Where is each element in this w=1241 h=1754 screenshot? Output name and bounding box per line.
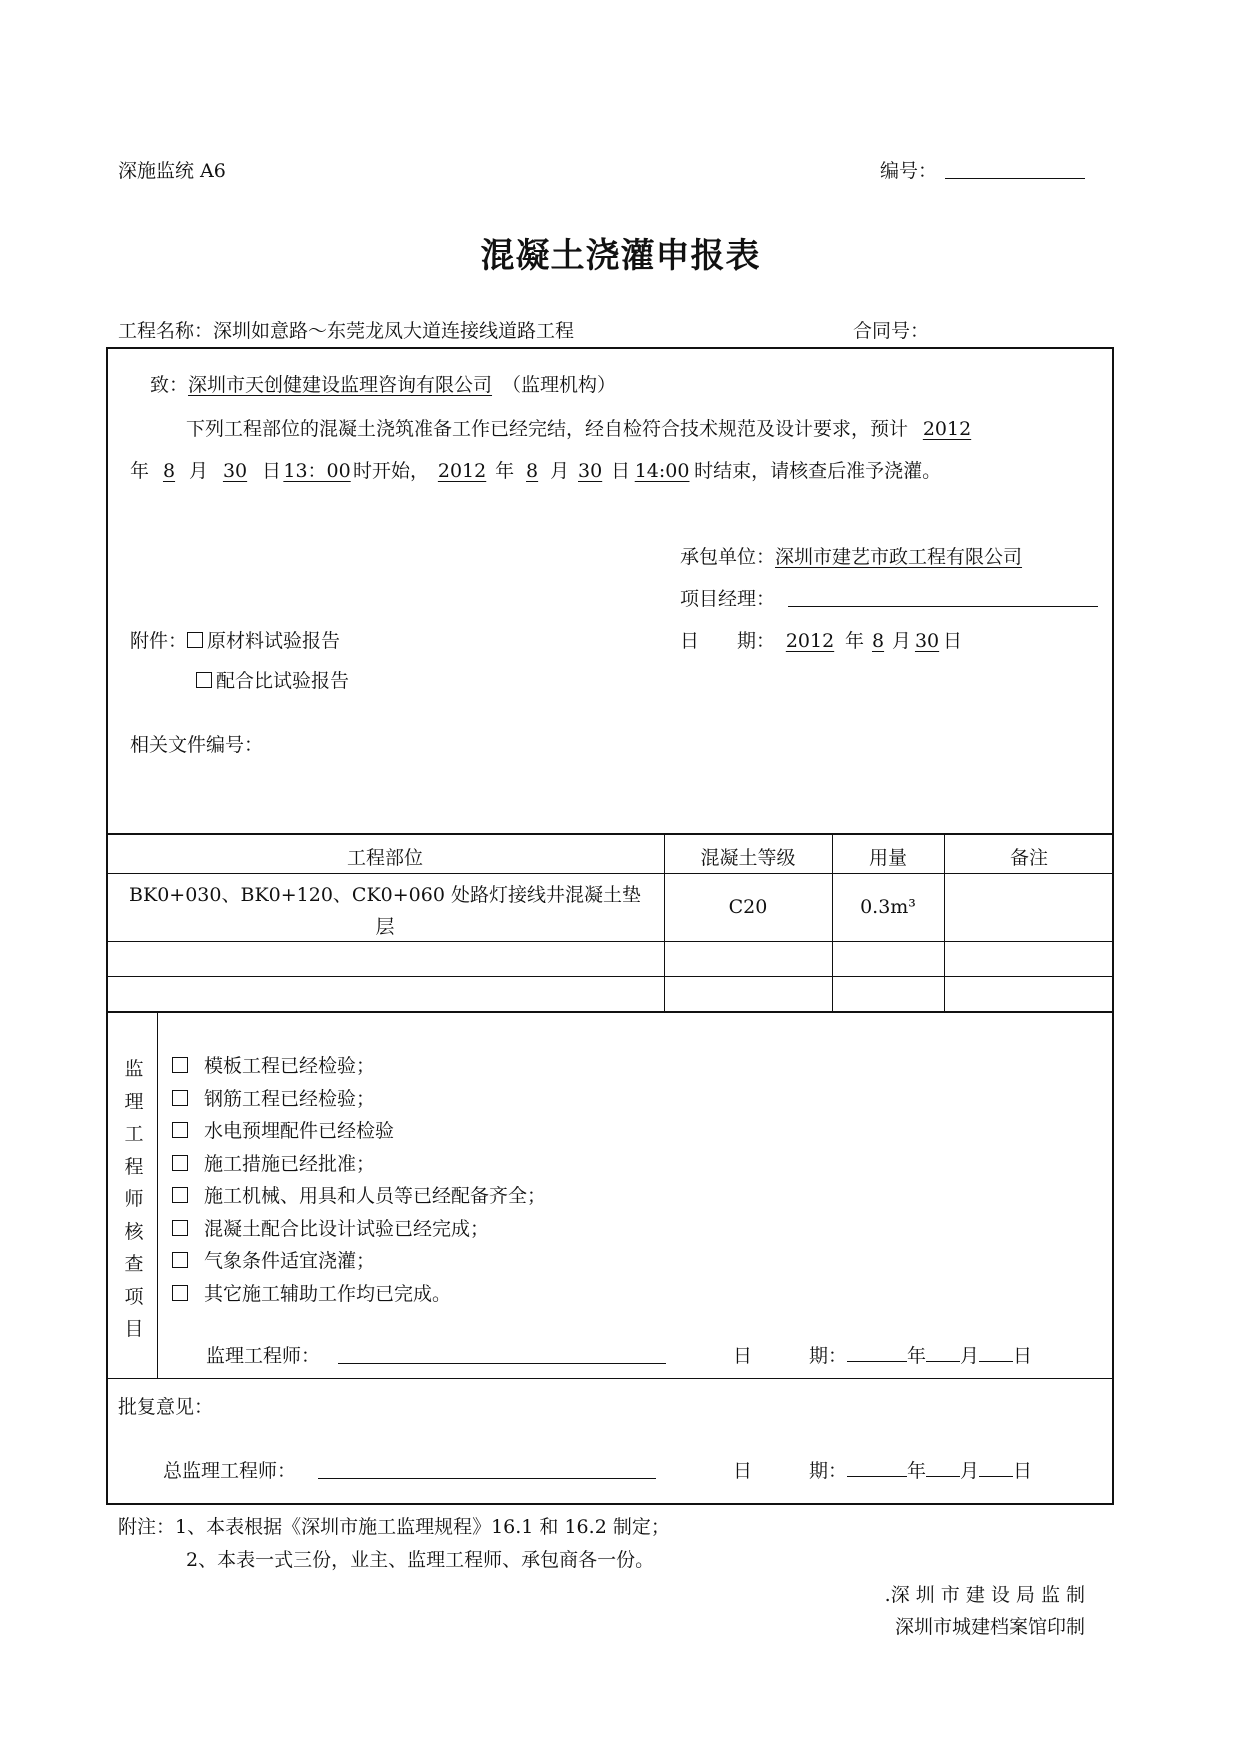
to-org: 深圳市天创健建设监理咨询有限公司	[188, 374, 493, 396]
manager-label: 项目经理：	[680, 588, 776, 610]
page-title: 混凝土浇灌申报表	[480, 236, 761, 276]
notice-line-2	[130, 456, 941, 483]
month-field[interactable]	[926, 1458, 960, 1477]
to-label: 致：	[150, 374, 189, 396]
inspection-item-label: 其它施工辅助工作均已完成。	[204, 1282, 452, 1305]
approval-date-label: 日 期：	[733, 1460, 848, 1482]
year-field[interactable]	[847, 1343, 907, 1362]
inspection-item-label: 钢筋工程已经检验；	[204, 1087, 376, 1110]
table-header-location: 工程部位	[346, 847, 423, 869]
form-code: 深施监统 A6	[118, 160, 226, 182]
table-header-border	[106, 873, 1114, 874]
start-suffix: 时开始，	[353, 460, 430, 482]
start-month: 8	[162, 460, 176, 482]
day-field[interactable]	[979, 1458, 1013, 1477]
chief-signature-field[interactable]	[318, 1478, 656, 1479]
inspection-date-row	[733, 1341, 1032, 1368]
attachment-item: 配合比试验报告	[216, 670, 350, 692]
end-suffix: 时结束，请核查后准予浇灌。	[694, 460, 942, 482]
table-cell-amount: 0.3m³	[860, 896, 916, 918]
year-char: 年	[130, 460, 150, 482]
inspection-item	[172, 1181, 546, 1208]
inspection-item-label: 水电预埋配件已经检验	[204, 1120, 395, 1142]
project-name-label: 工程名称：	[118, 320, 214, 342]
year-char: 年	[907, 1460, 927, 1482]
month-field[interactable]	[926, 1343, 960, 1362]
c-day-char: 日	[943, 630, 963, 652]
day-char: 日	[262, 460, 282, 482]
checkbox[interactable]	[172, 1220, 188, 1236]
end-day: 30	[578, 460, 603, 482]
day-field[interactable]	[979, 1343, 1013, 1362]
attachments-label: 附件：	[130, 630, 188, 652]
contractor-unit: 深圳市建艺市政工程有限公司	[775, 546, 1023, 568]
day-char: 日	[1013, 1345, 1033, 1367]
inspection-item	[172, 1051, 375, 1078]
checkbox[interactable]	[172, 1090, 188, 1106]
side-label-char: 程	[124, 1155, 144, 1178]
start-time: 13：00	[283, 460, 351, 482]
inspection-item	[172, 1084, 375, 1111]
contract-label: 合同号：	[853, 320, 930, 342]
notice-line-1	[186, 414, 986, 441]
end-month: 8	[526, 460, 539, 482]
inspection-item	[172, 1214, 489, 1241]
table-cell-location: BK0+030、BK0+120、CK0+060 处路灯接线井混凝土垫	[129, 884, 641, 906]
month-char: 月	[960, 1345, 980, 1367]
start-day: 30	[222, 460, 248, 482]
end-time: 14:00	[634, 460, 690, 482]
checkbox[interactable]	[172, 1057, 188, 1073]
side-label-char: 核	[124, 1220, 144, 1243]
related-docs-label: 相关文件编号：	[130, 734, 264, 756]
approval-label: 批复意见：	[118, 1396, 214, 1418]
contractor-month: 8	[871, 630, 885, 652]
year-char: 年	[907, 1345, 927, 1367]
table-top-border	[106, 833, 1114, 835]
footnote-2: 2、本表一式三份，业主、监理工程师、承包商各一份。	[186, 1549, 655, 1571]
inspection-item	[172, 1279, 451, 1306]
manager-field[interactable]	[788, 606, 1098, 607]
inspection-item	[172, 1116, 394, 1143]
c-year-char: 年	[845, 630, 865, 652]
attachment-row-2	[196, 666, 349, 693]
issuer-line-1: .深 圳 市 建 设 局 监 制	[884, 1584, 1085, 1606]
table-bottom-border	[106, 1011, 1114, 1013]
contractor-date-row	[680, 626, 962, 653]
month-char: 月	[189, 460, 209, 482]
inspection-item-label: 施工机械、用具和人员等已经配备齐全；	[204, 1185, 547, 1207]
day-char-2: 日	[611, 460, 631, 482]
addressee-row	[150, 370, 616, 397]
engineer-label: 监理工程师：	[206, 1345, 321, 1367]
table-header-grade: 混凝土等级	[700, 847, 796, 869]
contractor-unit-label: 承包单位：	[680, 546, 776, 568]
table-header-remark: 备注	[1009, 847, 1048, 869]
contractor-year: 2012	[785, 630, 835, 652]
project-name-row	[118, 316, 574, 343]
checkbox[interactable]	[196, 672, 212, 688]
checkbox[interactable]	[172, 1285, 188, 1301]
day-char: 日	[1013, 1460, 1033, 1482]
side-label-char: 监	[124, 1058, 144, 1080]
checkbox[interactable]	[172, 1187, 188, 1203]
end-year: 2012	[437, 460, 487, 482]
approval-divider	[106, 1378, 1114, 1379]
inspection-item-label: 气象条件适宜浇灌；	[204, 1250, 376, 1272]
table-cell-grade: C20	[728, 896, 768, 918]
side-label-char: 理	[124, 1090, 144, 1113]
inspection-item-label: 混凝土配合比设计试验已经完成；	[204, 1217, 490, 1240]
side-label-char: 师	[124, 1188, 144, 1210]
side-label-char: 目	[124, 1318, 144, 1340]
issuer-line-2: 深圳市城建档案馆印制	[894, 1616, 1085, 1638]
notice-text: 下列工程部位的混凝土浇筑准备工作已经完结，经自检符合技术规范及设计要求，预计	[186, 418, 909, 440]
approval-date-row	[733, 1456, 1032, 1483]
start-year: 2012	[922, 418, 972, 440]
inspection-date-label: 日 期：	[733, 1345, 848, 1367]
checkbox[interactable]	[172, 1252, 188, 1268]
contractor-date-label: 日 期：	[680, 630, 776, 652]
month-char-2: 月	[550, 460, 570, 482]
to-suffix: （监理机构）	[502, 374, 617, 396]
side-label-char: 工	[124, 1123, 144, 1145]
chief-engineer-label: 总监理工程师：	[163, 1460, 297, 1482]
side-label-char: 项	[124, 1285, 144, 1308]
inspection-item-label: 施工措施已经批准；	[204, 1152, 376, 1175]
attachment-row-1	[130, 626, 340, 653]
c-month-char: 月	[892, 630, 912, 652]
month-char: 月	[960, 1460, 980, 1482]
number-label: 编号：	[880, 160, 938, 182]
project-name: 深圳如意路～东莞龙凤大道连接线道路工程	[213, 320, 575, 342]
checkbox[interactable]	[187, 632, 203, 648]
table-row-border	[106, 941, 1114, 942]
contractor-day: 30	[914, 630, 940, 652]
checkbox[interactable]	[172, 1122, 188, 1138]
year-field[interactable]	[847, 1458, 907, 1477]
table-cell-location-2: 层	[375, 916, 395, 938]
table-row-border	[106, 976, 1114, 977]
side-label-char: 查	[124, 1253, 144, 1275]
inspection-item	[172, 1149, 375, 1176]
table-header-amount: 用量	[868, 847, 907, 869]
inspection-item-label: 模板工程已经检验；	[204, 1055, 376, 1077]
checkbox[interactable]	[172, 1155, 188, 1171]
engineer-signature-field[interactable]	[338, 1363, 666, 1364]
year-char-2: 年	[495, 460, 515, 482]
attachment-item: 原材料试验报告	[207, 630, 341, 652]
inspection-side-divider	[157, 1011, 158, 1378]
inspection-item	[172, 1246, 375, 1273]
contractor-unit-row	[680, 542, 1022, 569]
number-field[interactable]	[945, 178, 1085, 179]
footnote-1: 附注：1、本表根据《深圳市施工监理规程》16.1 和 16.2 制定；	[118, 1516, 670, 1538]
